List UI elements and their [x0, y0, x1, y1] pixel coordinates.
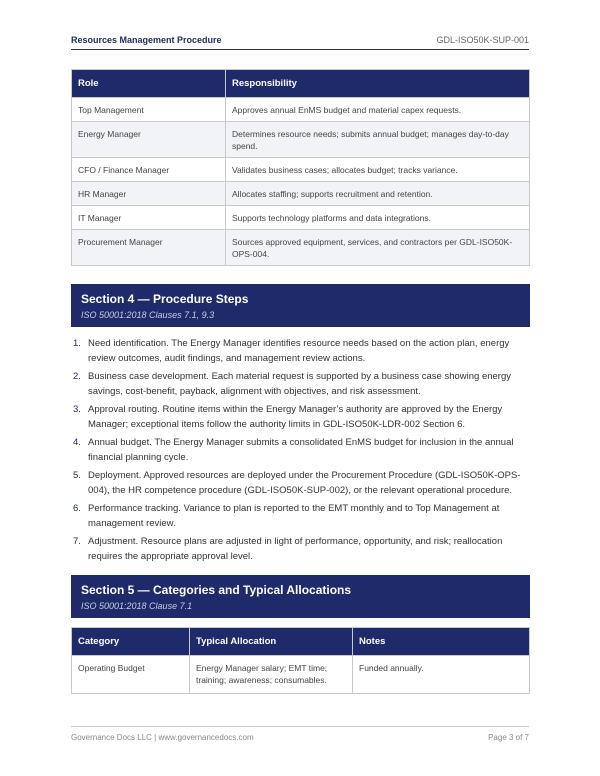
step-number: 2. [73, 371, 81, 382]
column-header-role: Role [72, 70, 226, 98]
step-number: 3. [73, 404, 81, 415]
step-number: 7. [73, 536, 81, 547]
role-cell: IT Manager [72, 206, 226, 230]
role-cell: HR Manager [72, 182, 226, 206]
responsibility-cell: Supports technology platforms and data integrations. [226, 206, 530, 230]
section-5-banner [71, 575, 530, 618]
role-cell: Procurement Manager [72, 230, 226, 266]
section-4-banner [71, 284, 530, 327]
step-number: 6. [73, 503, 81, 514]
step-number: 1. [73, 338, 81, 349]
table-row [72, 122, 530, 158]
allocation-cell: Energy Manager salary; EMT time; training; awareness; consumables. [190, 656, 353, 694]
table-row [72, 158, 530, 182]
role-cell: CFO / Finance Manager [72, 158, 226, 182]
list-item [73, 337, 529, 366]
step-text: Deployment. Approved resources are deployed under the Procurement Procedure (GDL-ISO50K-OPS-004), the HR competence procedure (GDL-ISO50K-SUP-002), or the relevant operational procedure. [88, 470, 521, 496]
step-number: 5. [73, 470, 81, 481]
page-header [71, 35, 529, 50]
responsibility-cell: Validates business cases; allocates budget; tracks variance. [226, 158, 530, 182]
step-text: Performance tracking. Variance to plan is reported to the EMT monthly and to Top Management at management review. [88, 503, 500, 529]
responsibility-cell: Sources approved equipment, services, and contractors per GDL-ISO50K-OPS-004. [226, 230, 530, 266]
responsibility-cell: Allocates staffing; supports recruitment and retention. [226, 182, 530, 206]
table-row [72, 230, 530, 266]
footer-company: Governance Docs LLC | www.governancedocs.com [71, 733, 254, 742]
column-header-notes: Notes [353, 628, 530, 656]
step-text: Adjustment. Resource plans are adjusted in light of performance, opportunity, and risk; reallocation requires the appropriate approval level. [88, 536, 503, 562]
page-number: Page 3 of 7 [488, 733, 529, 742]
step-text: Business case development. Each material request is supported by a business case showing energy savings, cost-benefit, payback, alignment with objectives, and risk assessment. [88, 371, 511, 397]
role-cell: Energy Manager [72, 122, 226, 158]
roles-table [71, 69, 530, 266]
column-header-category: Category [72, 628, 190, 656]
procedure-steps-list [73, 337, 529, 568]
column-header-typical-allocation: Typical Allocation [190, 628, 353, 656]
table-row [72, 98, 530, 122]
document-code: GDL-ISO50K-SUP-001 [436, 35, 529, 45]
table-row [72, 206, 530, 230]
responsibility-cell: Determines resource needs; submits annual budget; manages day-to-day spend. [226, 122, 530, 158]
section-title: Section 5 — Categories and Typical Allocations [81, 583, 352, 597]
list-item [73, 535, 529, 564]
table-row [72, 656, 530, 694]
section-title: Section 4 — Procedure Steps [81, 292, 249, 306]
list-item [73, 370, 529, 399]
step-number: 4. [73, 437, 81, 448]
document-title: Resources Management Procedure [71, 35, 222, 45]
table-row [72, 182, 530, 206]
step-text: Need identification. The Energy Manager identifies resource needs based on the action plan, energy review outcomes, audit findings, and management review actions. [88, 338, 510, 364]
notes-cell: Funded annually. [353, 656, 530, 694]
list-item [73, 502, 529, 531]
responsibility-cell: Approves annual EnMS budget and material capex requests. [226, 98, 530, 122]
role-cell: Top Management [72, 98, 226, 122]
section-subtitle: ISO 50001:2018 Clauses 7.1, 9.3 [81, 310, 215, 320]
page-footer [71, 726, 529, 742]
list-item [73, 469, 529, 498]
list-item [73, 436, 529, 465]
category-cell: Operating Budget [72, 656, 190, 694]
section-subtitle: ISO 50001:2018 Clause 7.1 [81, 601, 193, 611]
step-text: Approval routing. Routine items within the Energy Manager’s authority are approved by the Energy Manager; exceptional items follow the authority limits in GDL-ISO50K-LDR-002 Section 6. [88, 404, 503, 430]
list-item [73, 403, 529, 432]
column-header-responsibility: Responsibility [226, 70, 530, 98]
categories-table [71, 627, 530, 694]
step-text: Annual budget. The Energy Manager submits a consolidated EnMS budget for inclusion in the annual financial planning cycle. [88, 437, 514, 463]
